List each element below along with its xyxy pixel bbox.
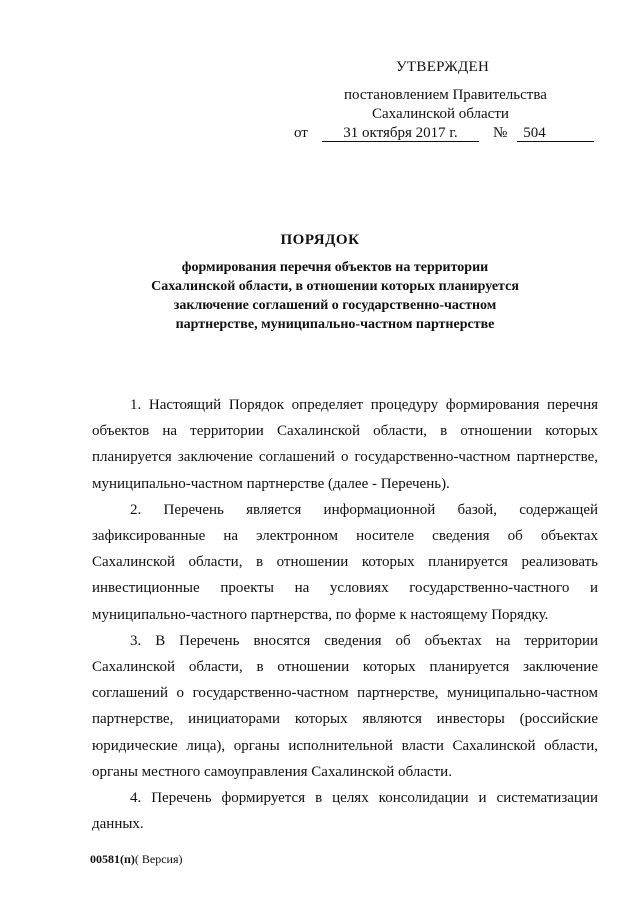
date-number-row xyxy=(294,124,594,143)
region-line: Сахалинской области xyxy=(372,106,509,122)
paragraph-2: 2. Перечень является информационной базой, содержащей зафиксированные на электронном носителе сведения об объектах Сахалинской области, в отношении которых планируется реализовать инвестиционные проекты на условиях государственно-частного и муниципально-частного партнерства, по форме к настоящему Порядку. xyxy=(92,501,598,623)
paragraph-3: 3. В Перечень вносятся сведения об объектах на территории Сахалинской области, в отношении которых планируется заключение соглашений о государственно-частном партнерстве, муниципально-частном партнерстве, инициаторами которых являются инвесторы (российские юридические лица), органы исполнительной власти Сахалинской области, органы местного самоуправления Сахалинской области. xyxy=(92,632,598,780)
decree-line: постановлением Правительства xyxy=(344,87,547,103)
paragraph-4: 4. Перечень формируется в целях консолидации и систематизации данных. xyxy=(92,790,598,833)
approval-block xyxy=(294,58,600,143)
paragraph-1: 1. Настоящий Порядок определяет процедуру формирования перечня объектов на территории Сахалинской области, в отношении которых планируется заключение соглашений о государственно-частном партнерстве, муниципально-частном партнерстве (далее - Перечень). xyxy=(92,397,598,492)
decree-date: 31 октября 2017 г. xyxy=(322,125,479,142)
document-code-version: ( Версия) xyxy=(134,852,183,866)
decree-number: 504 xyxy=(517,125,594,142)
from-label: от xyxy=(294,125,308,141)
document-subtitle: формирования перечня объектов на территории Сахалинской области, в отношении которых планируется заключение соглашений о государственно-частном партнерстве, муниципально-частном партнерстве xyxy=(151,260,519,332)
document-title: ПОРЯДОК xyxy=(280,232,360,248)
document-code-number: 00581(п) xyxy=(90,852,135,866)
document-code xyxy=(90,852,183,867)
number-label: № xyxy=(492,125,508,141)
document-body xyxy=(92,392,598,837)
approved-heading: УТВЕРЖДЕН xyxy=(396,59,490,75)
